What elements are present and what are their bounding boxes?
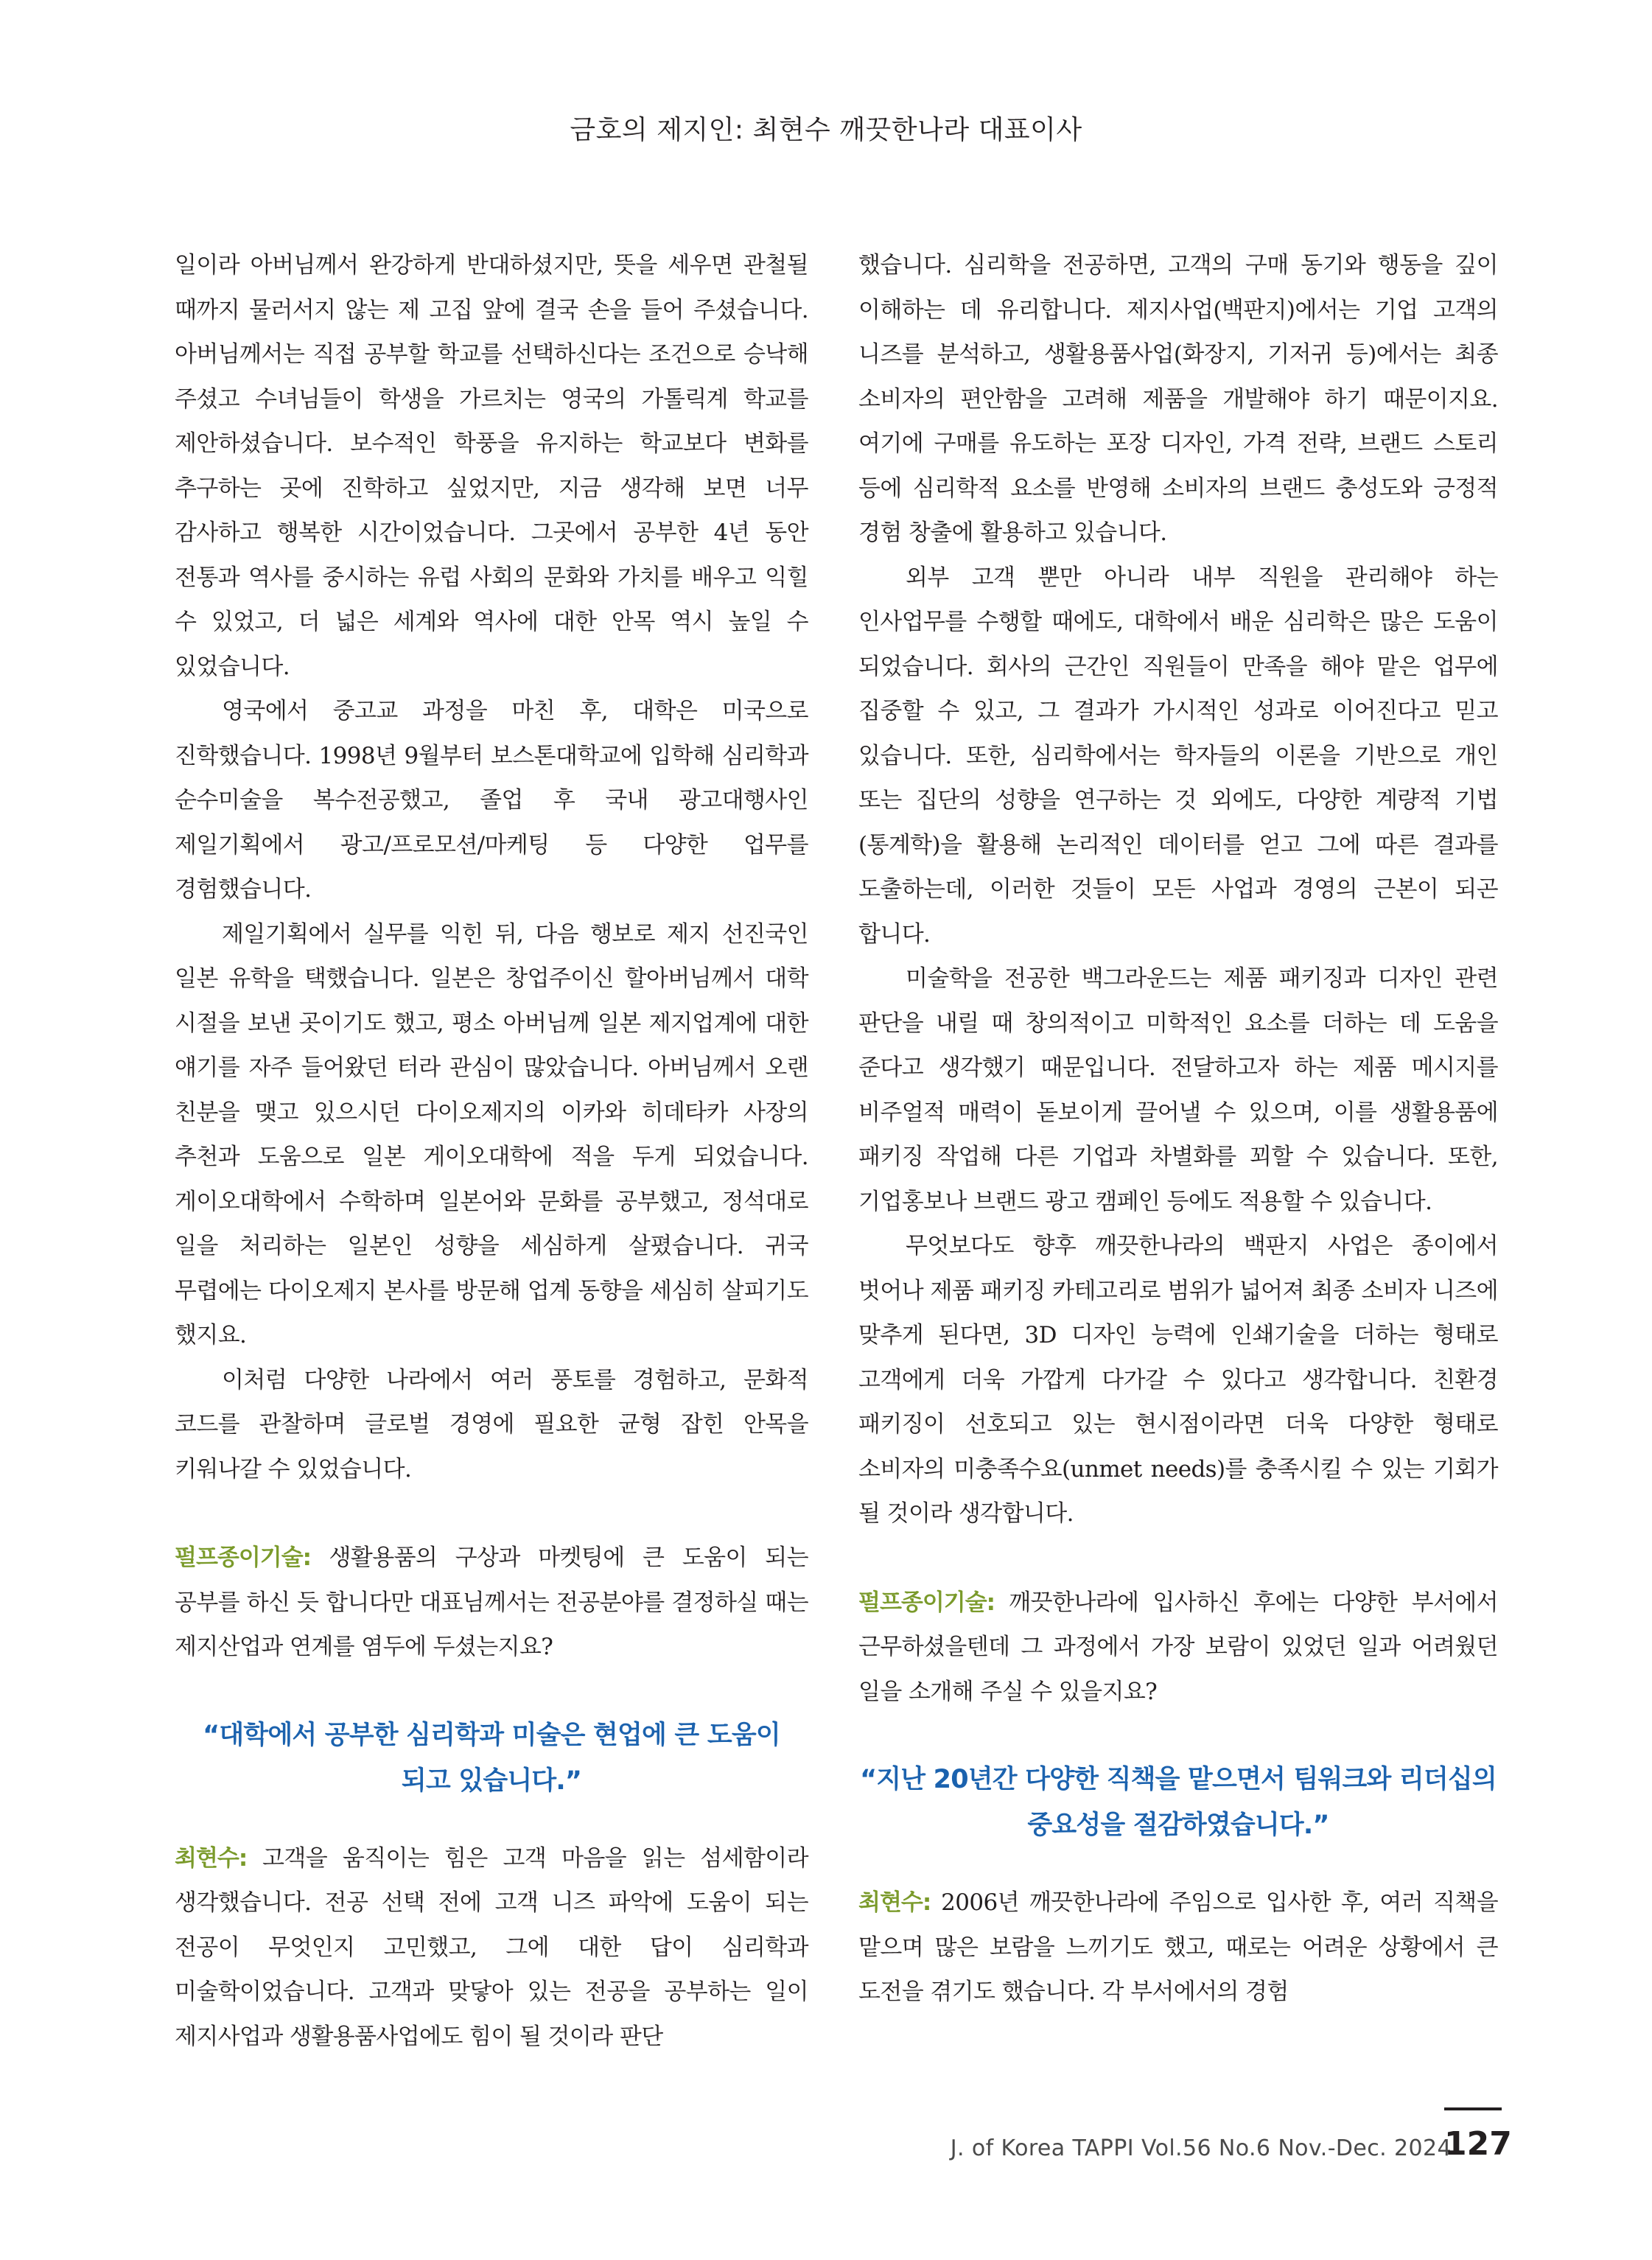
journal-citation: J. of Korea TAPPI Vol.56 No.6 Nov.-Dec. 2024 <box>950 2135 1452 2161</box>
right-column <box>858 243 1498 2015</box>
running-header: 금호의 제지인: 최현수 깨끗한나라 대표이사 <box>570 115 1082 145</box>
pull-quote: “대학에서 공부한 심리학과 미술은 현업에 큰 도움이 되고 있습니다.” <box>203 1720 780 1796</box>
speaker-label: 펄프종이기술: <box>175 1544 312 1571</box>
question-text: 깨끗한나라에 입사하신 후에는 다양한 부서에서 근무하셨을텐데 그 과정에서 가장 보람이 있었던 일과 어려웠던 일을 소개해 주실 수 있을지요? <box>858 1589 1498 1705</box>
speaker-label: 최현수: <box>858 1889 931 1916</box>
body-paragraph: 했습니다. 심리학을 전공하면, 고객의 구매 동기와 행동을 깊이 이해하는 데 유리합니다. 제지사업(백판지)에서는 기업 고객의 니즈를 분석하고, 생활용품사업(화장지, 기저귀 등)에서는 최종 소비자의 편안함을 고려해 제품을 개발해야 하기 때문이지요. 여기에 구매를 유도하는 포장 디자인, 가격 전략, 브랜드 스토리 등에 심리학적 요소를 반영해 소비자의 브랜드 충성도와 긍정적 경험 창출에 활용하고 있습니다. <box>858 252 1498 546</box>
interview-answer <box>858 1881 1498 2015</box>
interview-answer <box>175 1836 808 2060</box>
page-number: 127 <box>1444 2125 1512 2163</box>
question-text: 생활용품의 구상과 마켓팅에 큰 도움이 되는 공부를 하신 듯 합니다만 대표님께서는 전공분야를 결정하실 때는 제지산업과 연계를 염두에 두셨는지요? <box>175 1544 808 1660</box>
speaker-label: 펄프종이기술: <box>858 1589 995 1616</box>
speaker-label: 최현수: <box>175 1844 248 1872</box>
body-paragraph: 무엇보다도 향후 깨끗한나라의 백판지 사업은 종이에서 벗어나 제품 패키징 카테고리로 범위가 넓어져 최종 소비자 니즈에 맞추게 된다면, 3D 디자인 능력에 인쇄기술을 더하는 형태로 고객에게 더욱 가깝게 다가갈 수 있다고 생각합니다. 친환경 패키징이 선호되고 있는 현시점이라면 더욱 다양한 형태로 소비자의 미충족수요(unmet needs)를 충족시킬 수 있는 기회가 될 것이라 생각합니다. <box>858 1233 1498 1527</box>
body-paragraph: 제일기획에서 실무를 익힌 뒤, 다음 행보로 제지 선진국인 일본 유학을 택했습니다. 일본은 창업주이신 할아버님께서 대학 시절을 보낸 곳이기도 했고, 평소 아버님께 일본 제지업계에 대한 얘기를 자주 들어왔던 터라 관심이 많았습니다. 아버님께서 오랜 친분을 맺고 있으시던 다이오제지의 이카와 히데타카 사장의 추천과 도움으로 일본 게이오대학에 적을 두게 되었습니다. 게이오대학에서 수학하며 일본어와 문화를 공부했고, 정석대로 일을 처리하는 일본인 성향을 세심하게 살폈습니다. 귀국 무렵에는 다이오제지 본사를 방문해 업계 동향을 세심히 살피기도 했지요. <box>175 920 808 1348</box>
body-paragraph: 미술학을 전공한 백그라운드는 제품 패키징과 디자인 관련 판단을 내릴 때 창의적이고 미학적인 요소를 더하는 데 도움을 준다고 생각했기 때문입니다. 전달하고자 하는 제품 메시지를 비주얼적 매력이 돋보이게 끌어낼 수 있으며, 이를 생활용품에 패키징 작업해 다른 기업과 차별화를 꾀할 수 있습니다. 또한, 기업홍보나 브랜드 광고 캠페인 등에도 적용할 수 있습니다. <box>858 965 1498 1215</box>
left-column <box>175 243 808 2059</box>
body-paragraph: 이처럼 다양한 나라에서 여러 풍토를 경험하고, 문화적 코드를 관찰하며 글로벌 경영에 필요한 균형 잡힌 안목을 키워나갈 수 있었습니다. <box>175 1366 808 1483</box>
body-paragraph: 일이라 아버님께서 완강하게 반대하셨지만, 뜻을 세우면 관철될 때까지 물러서지 않는 제 고집 앞에 결국 손을 들어 주셨습니다. 아버님께서는 직접 공부할 학교를 선택하신다는 조건으로 승낙해 주셨고 수녀님들이 학생을 가르치는 영국의 가톨릭계 학교를 제안하셨습니다. 보수적인 학풍을 유지하는 학교보다 변화를 추구하는 곳에 진학하고 싶었지만, 지금 생각해 보면 너무 감사하고 행복한 시간이었습니다. 그곳에서 공부한 4년 동안 전통과 역사를 중시하는 유럽 사회의 문화와 가치를 배우고 익힐 수 있었고, 더 넓은 세계와 역사에 대한 안목 역시 높일 수 있었습니다. <box>175 252 808 680</box>
answer-text: 고객을 움직이는 힘은 고객 마음을 읽는 섬세함이라 생각했습니다. 전공 선택 전에 고객 니즈 파악에 도움이 되는 전공이 무엇인지 고민했고, 그에 대한 답이 심리학과 미술학이었습니다. 고객과 맞닿아 있는 전공을 공부하는 일이 제지사업과 생활용품사업에도 힘이 될 것이라 판단 <box>175 1844 808 2050</box>
pull-quote: “지난 20년간 다양한 직책을 맡으면서 팀워크와 리더십의 중요성을 절감하였습니다.” <box>860 1765 1497 1840</box>
page-number-rule <box>1444 2107 1502 2110</box>
body-paragraph: 영국에서 중고교 과정을 마친 후, 대학은 미국으로 진학했습니다. 1998년 9월부터 보스톤대학교에 입학해 심리학과 순수미술을 복수전공했고, 졸업 후 국내 광고대행사인 제일기획에서 광고/프로모션/마케팅 등 다양한 업무를 경험했습니다. <box>175 698 808 903</box>
interview-question <box>175 1536 808 1670</box>
answer-text: 2006년 깨끗한나라에 주임으로 입사한 후, 여러 직책을 맡으며 많은 보람을 느끼기도 했고, 때로는 어려운 상황에서 큰 도전을 겪기도 했습니다. 각 부서에서의 경험 <box>858 1889 1498 2005</box>
interview-question <box>858 1581 1498 1715</box>
body-paragraph: 외부 고객 뿐만 아니라 내부 직원을 관리해야 하는 인사업무를 수행할 때에도, 대학에서 배운 심리학은 많은 도움이 되었습니다. 회사의 근간인 직원들이 만족을 해야 맡은 업무에 집중할 수 있고, 그 결과가 가시적인 성과로 이어진다고 믿고 있습니다. 또한, 심리학에서는 학자들의 이론을 기반으로 개인 또는 집단의 성향을 연구하는 것 외에도, 다양한 계량적 기법(통계학)을 활용해 논리적인 데이터를 얻고 그에 따른 결과를 도출하는데, 이러한 것들이 모든 사업과 경영의 근본이 되곤 합니다. <box>858 564 1498 948</box>
